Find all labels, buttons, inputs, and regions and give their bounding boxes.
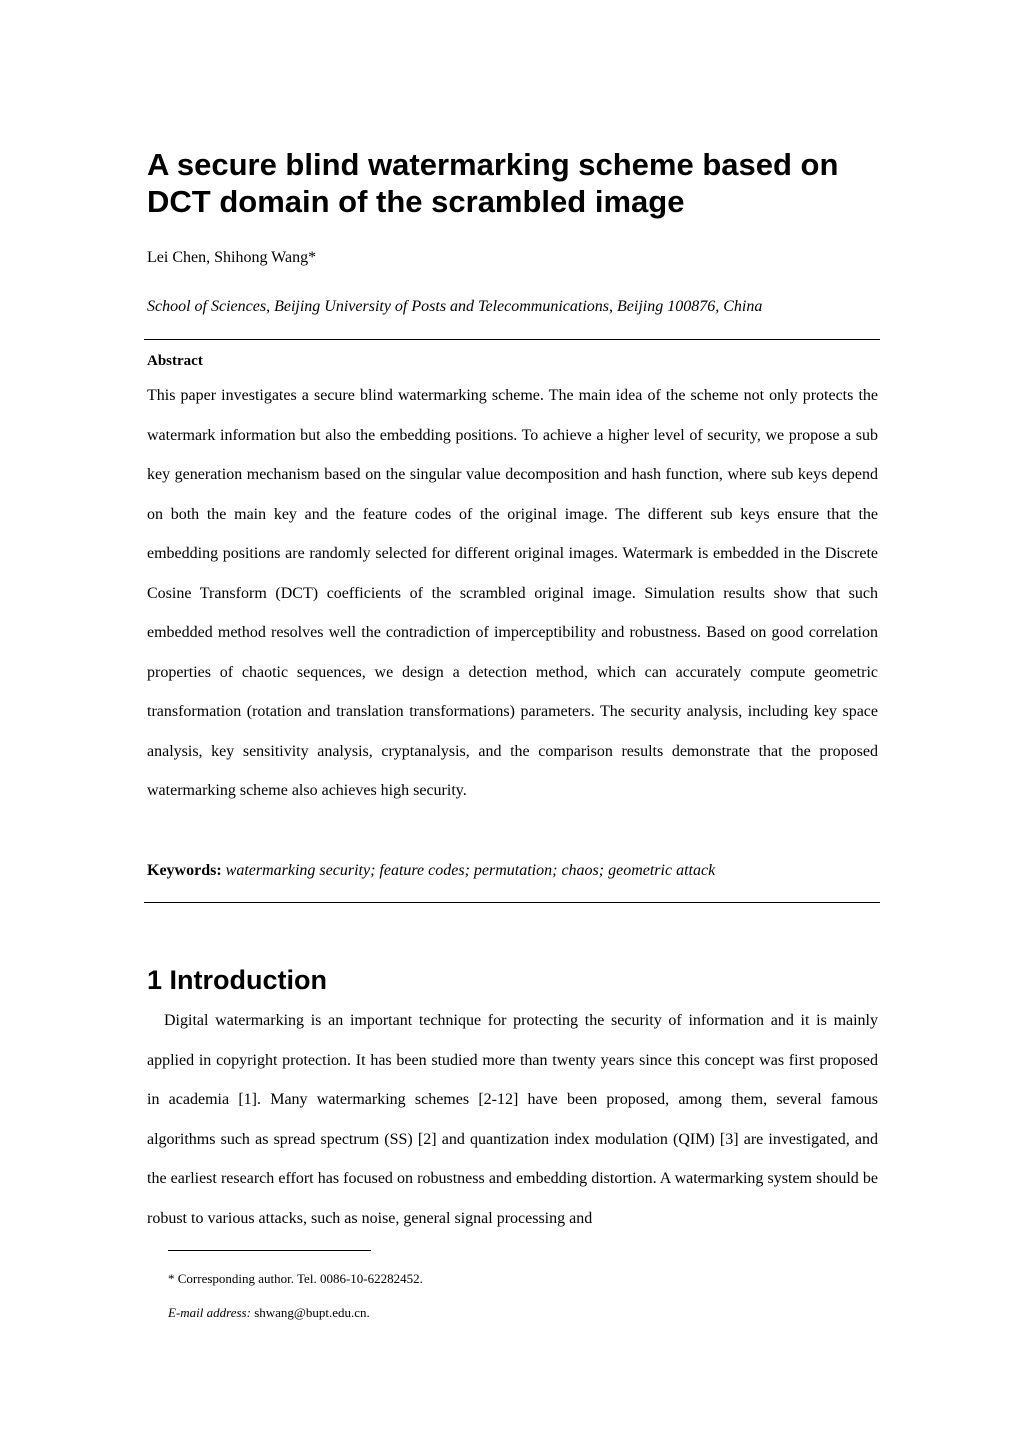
abstract-body: This paper investigates a secure blind watermarking scheme. The main idea of the scheme not only protects the watermark information but also the embedding positions. To achieve a higher level of security, we propose a sub key generation mechanism based on the singular value decomposition and hash function, where sub keys depend on both the main key and the feature codes of the original image. The different sub keys ensure that the embedding positions are randomly selected for different original images. Watermark is embedded in the Discrete Cosine Transform (DCT) coefficients of the scrambled original image. Simulation results show that such embedded method resolves well the contradiction of imperceptibility and robustness. Based on good correlation properties of chaotic sequences, we design a detection method, which can accurately compute geometric transformation (rotation and translation transformations) parameters. The security analysis, including key space analysis, key sensitivity analysis, cryptanalysis, and the comparison results demonstrate that the proposed watermarking scheme also achieves high security.	[147, 387, 878, 799]
introduction-body: Digital watermarking is an important technique for protecting the security of information and it is mainly applied in copyright protection. It has been studied more than twenty years since this concept was first proposed in academia [1]. Many watermarking schemes [2-12] have been proposed, among them, several famous algorithms such as spread spectrum (SS) [2] and quantization index modulation (QIM) [3] are investigated, and the earliest research effort has focused on robustness and embedding distortion. A watermarking system should be robust to various attacks, such as noise, general signal processing and	[147, 1012, 878, 1227]
keywords-line	[147, 861, 715, 881]
keywords-list: watermarking security; feature codes; permutation; chaos; geometric attack	[225, 862, 716, 879]
affiliation: School of Sciences, Beijing University of Posts and Telecommunications, Beijing 100876, China	[147, 298, 763, 315]
abstract-top-rule	[144, 339, 880, 340]
footnote-email	[168, 1305, 370, 1321]
email-label: E-mail address:	[168, 1305, 251, 1320]
paper-title: A secure blind watermarking scheme based on DCT domain of the scrambled image	[147, 147, 839, 219]
abstract-heading: Abstract	[147, 353, 203, 369]
email-address: shwang@bupt.edu.cn.	[254, 1305, 370, 1320]
keywords-label: Keywords:	[147, 862, 222, 879]
footnote-rule	[168, 1250, 371, 1251]
footnote-corresponding-author: * Corresponding author. Tel. 0086-10-62282452.	[168, 1271, 423, 1286]
section-heading-introduction: 1 Introduction	[147, 965, 327, 995]
abstract-bottom-rule	[144, 902, 880, 903]
author-list: Lei Chen, Shihong Wang*	[147, 249, 317, 266]
